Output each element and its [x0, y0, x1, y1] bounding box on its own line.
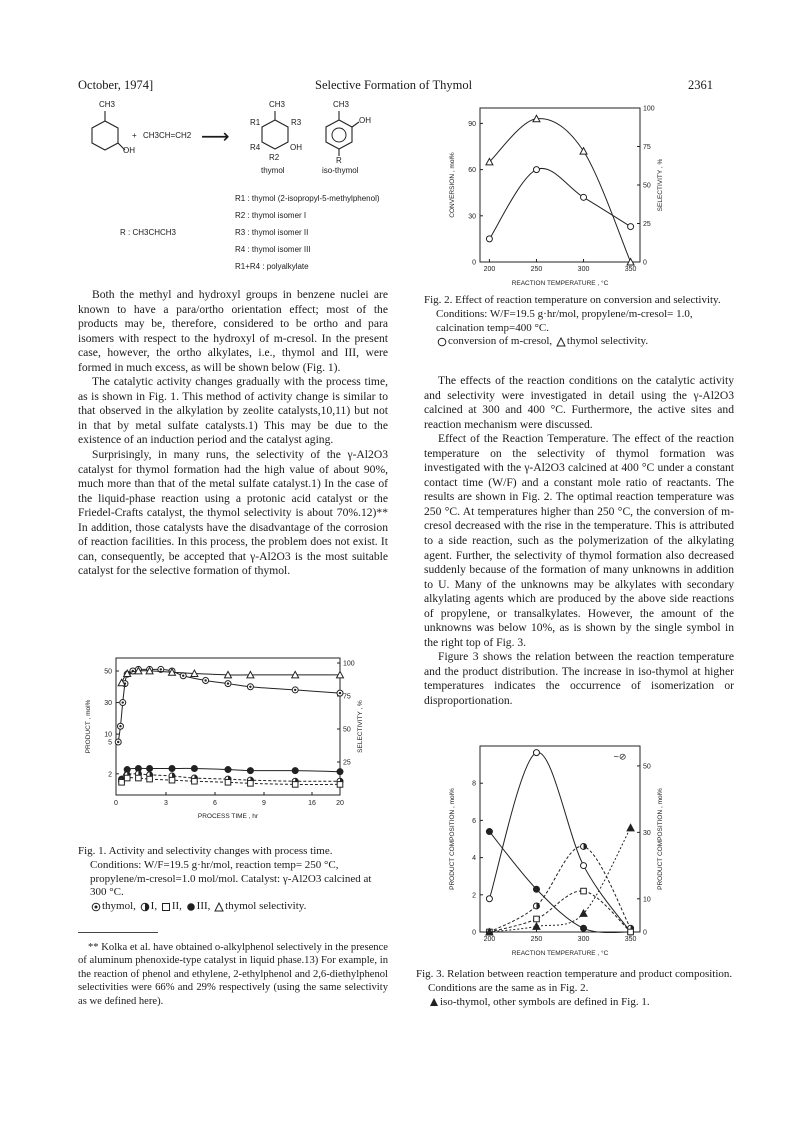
y-tick-label: 30 [104, 700, 112, 708]
figure-1-title: Fig. 1. Activity and selectivity changes with process time. [78, 845, 333, 857]
page-number: 2361 [688, 78, 713, 92]
data-point-unknowns: ~⊘ [613, 751, 627, 762]
x-tick-label: 250 [530, 936, 543, 943]
right-column-text [424, 374, 734, 709]
y2-tick-label: 100 [643, 105, 655, 113]
figure-2-conditions: Conditions: W/F=19.5 g·hr/mol, propylene/m-cresol= 1.0, calcination temp=400 °C. [436, 307, 693, 334]
data-point-iii [247, 768, 253, 774]
isomer-i-symbol-icon [140, 902, 150, 912]
y-tick-label: 60 [468, 167, 476, 175]
y-tick-label: 2 [472, 892, 476, 900]
y-tick-label: 90 [468, 120, 476, 128]
isothymol-ch3: CH3 [333, 100, 350, 109]
isomer-ii-symbol-icon [161, 902, 171, 912]
y2-tick-label: 75 [643, 144, 651, 151]
paragraph: Figure 3 shows the relation between the reaction temperature and the product distribution. The increase in iso-thymol at higher temperatures indicates the occurrence of isomerization or disproportionation. [424, 650, 734, 708]
data-point-iii [337, 769, 343, 775]
figure-2-title: Fig. 2. Effect of reaction temperature on conversion and selectivity. [424, 294, 721, 306]
left-column-text [78, 288, 388, 579]
y2-tick-label: 100 [343, 660, 355, 668]
footnote-rule [78, 932, 158, 933]
y-tick-label: 6 [472, 817, 476, 825]
y-tick-label: 0 [472, 259, 476, 267]
mcresol-ring [92, 121, 118, 150]
y2-tick-label: 0 [643, 259, 647, 267]
propylene: CH3CH=CH2 [143, 131, 192, 140]
paragraph: Effect of the Reaction Temperature. The effect of the reaction temperature on the selectivity of thymol formation was investigated with the γ-Al2O3 calcined at 400 °C under a constant contact time (W/F) and a constant mole ratio of reactants. The results are shown in Fig. 2. The optimal reaction temperature was 250 °C. At temperatures higher than 250 °C, the conversion of m-cresol decreased with the rise in the temperature. This is attributed to a side reaction, such as the polymerization of the alkylating agent. Further, the selectivity of thymol formation also decreased suddenly because of the formation of many unknowns in addition to U. Many of the unknowns may be alkylates with secondary alkylating agents which are produced by the above side reactions of propylene, or transalkylates. However, the amount of the unknowns was below 10%, as is shown by the single symbol in the right top of Fig. 3. [424, 432, 734, 649]
y-axis-label: PRODUCT , mol% [85, 699, 92, 754]
y2-tick-label: 50 [643, 763, 651, 771]
data-point-iii [169, 766, 175, 772]
data-point-iii [292, 768, 298, 774]
paragraph: Surprisingly, in many runs, the selectivity of the γ-Al2O3 catalyst for thymol formation had the high value of about 90%, much more than that of the metal sulfate catalyst.1) In the case of the liquid-phase reaction using a protonic acid catalyst or the Friedel-Crafts catalyst, the thymol selectivity is about 70%.12)** In addition, those catalysts have the disadvantage of the corrosion of reaction facilities. In this process, the problem does not exist. It can, consequently, be accepted that γ-Al2O3 is the most suitable catalyst for the selective formation of thymol. [78, 448, 388, 578]
y-tick-label: 5 [108, 739, 112, 747]
x-axis-label: REACTION TEMPERATURE , °C [511, 280, 609, 287]
legend-r4: R4 : thymol isomer III [235, 245, 311, 254]
figure-3-chart [440, 738, 685, 958]
data-point-conversion-of-m-cresol [628, 224, 634, 230]
x-axis-label: PROCESS TIME , hr [197, 813, 259, 820]
x-tick-label: 300 [577, 266, 590, 273]
series-line-iso-thymol [489, 828, 630, 932]
data-point-thymol-center [160, 668, 162, 670]
paragraph: Both the methyl and hydroxyl groups in benzene nuclei are known to have a para/ortho orientation effect; most of the products may be, therefore, considered to be ortho and para isomers with respect to the hydroxyl of m-cresol. In the present case, however, the ortho alkylates, i.e., thymol and III, were formed in much excess, as will be shown below (Fig. 1). [78, 288, 388, 374]
data-point-thymol-center [227, 682, 229, 684]
figure-2-legend: conversion of m-cresol, thymol selectivity. [424, 335, 734, 349]
data-point-conversion-of-m-cresol [486, 236, 492, 242]
data-point-ii [169, 777, 175, 783]
data-point-thymol-center [294, 689, 296, 691]
footnote-marker: ** [88, 942, 99, 953]
thymol-ch3: CH3 [269, 100, 286, 109]
x-tick-label: 6 [213, 800, 217, 807]
data-point-thymol-selectivity [580, 148, 587, 155]
data-point-thymol-center [117, 741, 119, 743]
legend-r2: R2 : thymol isomer I [235, 211, 307, 220]
data-point-thymol-center [249, 686, 251, 688]
paragraph: The effects of the reaction conditions on the catalytic activity and selectivity were investigated in detail using the γ-Al2O3 calcined at 300 and 400 °C. Furthermore, the active sites and reaction mechanism were discussed. [424, 374, 734, 431]
data-point-ii [628, 929, 634, 935]
figure-1-chart [78, 650, 388, 840]
data-point-iii [225, 767, 231, 773]
footnote [78, 941, 388, 1008]
data-point-thymol [581, 863, 587, 869]
figure-2-caption [424, 294, 734, 349]
y-tick-label: 2 [108, 771, 112, 779]
figure-2-chart [440, 100, 685, 290]
figure-1-conditions: Conditions: W/F=19.5 g·hr/mol, reaction temp= 250 °C, propylene/m-cresol=1.0 mol/mol. Catalyst: γ-Al2O3 calcined at 300 °C. [90, 858, 372, 899]
reaction-scheme-drawing [75, 98, 385, 288]
data-point-thymol [533, 750, 539, 756]
figure-1-caption [78, 845, 388, 914]
thymol-symbol-icon [91, 902, 101, 912]
series-line-thymol [489, 752, 630, 932]
x-tick-label: 350 [624, 936, 637, 943]
thymol-ring [262, 120, 288, 149]
legend-r1: R1 : thymol (2-isopropyl-5-methylphenol) [235, 194, 380, 203]
figure-1-legend: thymol, I, II, III, thymol selectivity. [78, 900, 388, 914]
data-point-ii [225, 779, 231, 785]
mcresol-oh: OH [123, 146, 135, 155]
figure-2 [440, 100, 685, 290]
x-tick-label: 20 [336, 800, 344, 807]
y2-tick-label: 10 [643, 896, 651, 904]
isothymol-name: iso-thymol [322, 166, 359, 175]
thymol-r2: R2 [269, 153, 280, 162]
figure-1 [78, 650, 388, 840]
data-point-iso-thymol [627, 824, 634, 831]
data-point-ii [248, 781, 254, 787]
footnote-text: Kolka et al. have obtained o-alkylphenol selectively in the presence of aluminum phenoxide-type catalyst in liquid phase.13) For example, in the reaction of phenol and ethylene, 2-ethylphenol and 2,6-diethylphenol selectivities were 66% and 29% respectively (using the same selectivity as we defined here). [78, 942, 388, 1007]
isothymol-oh: OH [359, 116, 371, 125]
data-point-thymol-center [339, 692, 341, 694]
figure-3-caption [416, 968, 734, 1009]
isothymol-ring [326, 120, 352, 149]
figure-3 [440, 738, 685, 958]
y-tick-label: 4 [472, 855, 476, 863]
data-point-thymol-center [119, 725, 121, 727]
y-tick-label: 10 [104, 731, 112, 739]
data-point-thymol-center [182, 675, 184, 677]
y2-axis-label: SELECTIVITY , % [357, 700, 364, 753]
y2-tick-label: 30 [643, 829, 651, 837]
x-tick-label: 350 [624, 266, 637, 273]
y2-tick-label: 25 [343, 759, 351, 767]
x-tick-label: 200 [483, 936, 496, 943]
thymol-r3: R3 [291, 118, 302, 127]
x-tick-label: 0 [114, 800, 118, 807]
legend-polyalkylate: R1+R4 : polyalkylate [235, 262, 309, 271]
data-point-ii [192, 778, 198, 784]
paragraph: The catalytic activity changes gradually with the process time, as is shown in Fig. 1. This method of activity change is similar to that observed in the alkylation by zeolite catalysts,10,11) but not in that by metal sulfate catalysts.1) This may be due to the existence of an induction period and the catalyst aging. [78, 375, 388, 447]
x-tick-label: 250 [530, 266, 543, 273]
data-point-iii [147, 766, 153, 772]
data-point-iii [191, 766, 197, 772]
header-left: October, 1974] [78, 78, 154, 92]
x-tick-label: 300 [577, 936, 590, 943]
x-axis-label: REACTION TEMPERATURE , °C [511, 950, 609, 957]
running-title: Selective Formation of Thymol [315, 78, 473, 92]
data-point-ii [136, 775, 142, 781]
data-point-ii [337, 782, 343, 788]
figure-3-title: Fig. 3. Relation between reaction temperature and product composition. [416, 968, 733, 980]
y-tick-label: 0 [472, 929, 476, 937]
x-tick-label: 9 [262, 800, 266, 807]
y2-tick-label: 75 [343, 693, 351, 701]
plot-frame [480, 108, 640, 262]
data-point-ii [292, 782, 298, 788]
selectivity-symbol-icon [214, 902, 224, 912]
data-point-ii [534, 916, 540, 922]
legend-r3: R3 : thymol isomer II [235, 228, 309, 237]
figure-3-conditions: Conditions are the same as in Fig. 2. [428, 981, 589, 994]
mcresol-ch3: CH3 [99, 100, 116, 109]
series-line-thymol [118, 669, 340, 742]
x-tick-label: 3 [164, 800, 168, 807]
thymol-oh: OH [290, 143, 302, 152]
y2-tick-label: 50 [343, 726, 351, 734]
y2-tick-label: 25 [643, 221, 651, 228]
figure-3-legend: iso-thymol, other symbols are defined in Fig. 1. [416, 996, 734, 1010]
y2-tick-label: 0 [643, 929, 647, 937]
thymol-name: thymol [261, 166, 285, 175]
plus-sign: + [132, 131, 137, 140]
y2-tick-label: 50 [643, 182, 651, 190]
data-point-iii [533, 886, 539, 892]
data-point-conversion-of-m-cresol [581, 194, 587, 200]
reaction-arrow: ⟶ [201, 126, 230, 148]
data-point-thymol-center [204, 679, 206, 681]
x-tick-label: 200 [483, 266, 496, 273]
thymol-r4: R4 [250, 143, 261, 152]
data-point-ii [147, 776, 153, 782]
y-tick-label: 8 [472, 780, 476, 788]
y2-axis-label: PRODUCT COMPOSITION , mol% [657, 788, 664, 890]
r-definition: R : CH3CHCH3 [120, 228, 177, 237]
data-point-thymol-center [122, 701, 124, 703]
thymol-r1: R1 [250, 118, 261, 127]
isothymol-r: R [336, 156, 342, 165]
conversion-symbol-icon [437, 337, 447, 347]
y-tick-label: 50 [104, 668, 112, 676]
data-point-conversion-of-m-cresol [533, 167, 539, 173]
data-point-iii [486, 829, 492, 835]
reaction-scheme [75, 98, 385, 288]
isomer-iii-symbol-icon [186, 902, 196, 912]
isothymol-symbol-icon [429, 997, 439, 1007]
y-axis-label: PRODUCT COMPOSITION , mol% [449, 788, 456, 890]
data-point-thymol [486, 896, 492, 902]
y-axis-label: CONVERSION , mol% [449, 152, 456, 218]
y2-axis-label: SELECTIVITY , % [657, 158, 664, 212]
plot-frame [480, 746, 640, 932]
data-point-ii [119, 779, 125, 785]
data-point-ii [124, 775, 130, 781]
series-line-thymol-selectivity [489, 119, 630, 262]
series-line-conversion-of-m-cresol [489, 168, 630, 238]
selectivity-symbol-icon [556, 337, 566, 347]
x-tick-label: 16 [308, 800, 316, 807]
data-point-ii [581, 888, 587, 894]
y-tick-label: 30 [468, 213, 476, 221]
data-point-iii [581, 925, 587, 931]
